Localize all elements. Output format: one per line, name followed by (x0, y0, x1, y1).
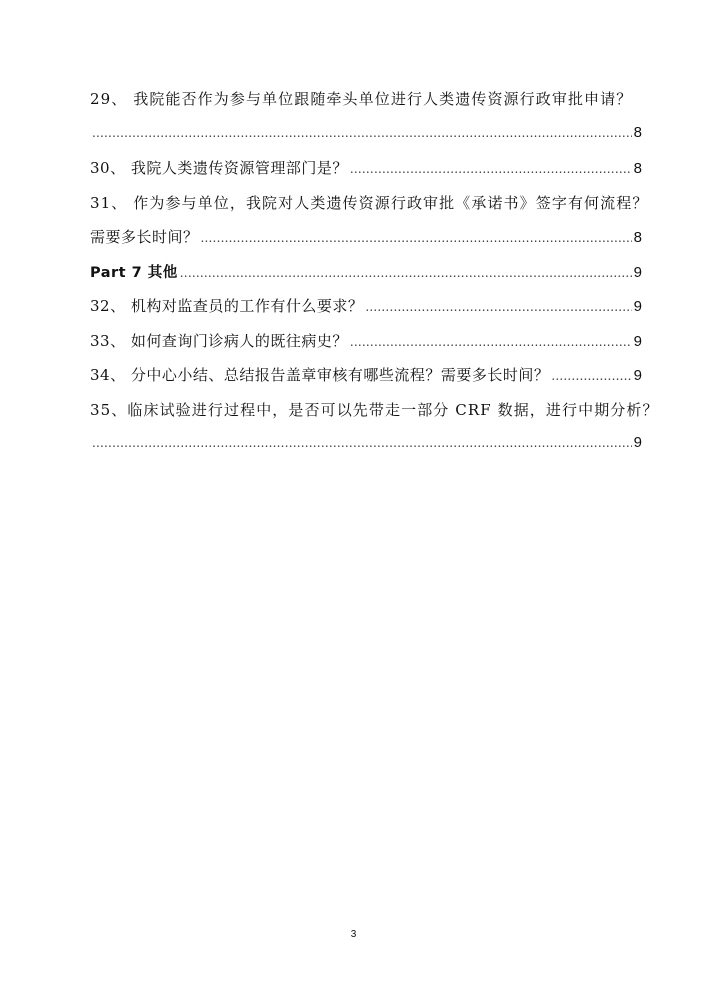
table-of-contents (90, 88, 659, 468)
toc-entry-title: Part 7 其他 (90, 264, 178, 281)
toc-dot-leader (180, 263, 632, 281)
toc-page-number: 8 (633, 229, 642, 246)
toc-entry[interactable] (90, 192, 649, 227)
toc-dot-leader (551, 366, 631, 384)
toc-entry-title: 35、临床试验进行过程中，是否可以先带走一部分 CRF 数据，进行中期分析？ (90, 400, 659, 419)
toc-page-number: 9 (633, 298, 642, 315)
toc-page-number: 9 (633, 367, 642, 384)
toc-entry[interactable] (90, 88, 642, 123)
toc-entry-title: 34、 分中心小结、总结报告盖章审核有哪些流程？需要多长时间？ (90, 366, 550, 384)
toc-dot-leader (92, 123, 632, 141)
toc-entry-title: 33、 如何查询门诊病人的既往病史？ (90, 331, 348, 350)
toc-dot-leader (365, 297, 631, 315)
toc-dot-leader (350, 332, 632, 350)
toc-section-heading[interactable] (90, 261, 642, 296)
toc-entry-title: 31、 作为参与单位，我院对人类遗传资源行政审批《承诺书》签字有何流程？ (90, 193, 649, 212)
toc-entry-title: 29、 我院能否作为参与单位跟随牵头单位进行人类遗传资源行政审批申请？ (90, 90, 633, 108)
toc-page-number: 9 (633, 434, 642, 451)
toc-dot-leader (201, 228, 632, 246)
toc-dot-leader (350, 159, 632, 177)
toc-entry[interactable] (90, 226, 642, 261)
page-number: 3 (350, 929, 357, 940)
toc-entry-title: 30、 我院人类遗传资源管理部门是？ (90, 159, 348, 177)
toc-entry-title: 32、 机构对监查员的工作有什么要求？ (90, 297, 364, 315)
toc-entry[interactable] (90, 330, 642, 365)
toc-page-number: 9 (633, 332, 642, 350)
toc-page-number: 8 (633, 160, 642, 177)
toc-entry[interactable] (90, 157, 642, 192)
toc-page-number: 9 (633, 263, 642, 281)
toc-entry[interactable] (90, 123, 642, 158)
toc-entry[interactable] (90, 364, 642, 399)
toc-entry[interactable] (90, 433, 642, 468)
toc-page-number: 8 (633, 123, 642, 141)
toc-entry-title: 需要多长时间？ (90, 228, 199, 246)
toc-entry[interactable] (90, 295, 642, 330)
toc-entry[interactable] (90, 399, 659, 434)
toc-dot-leader (92, 433, 632, 451)
